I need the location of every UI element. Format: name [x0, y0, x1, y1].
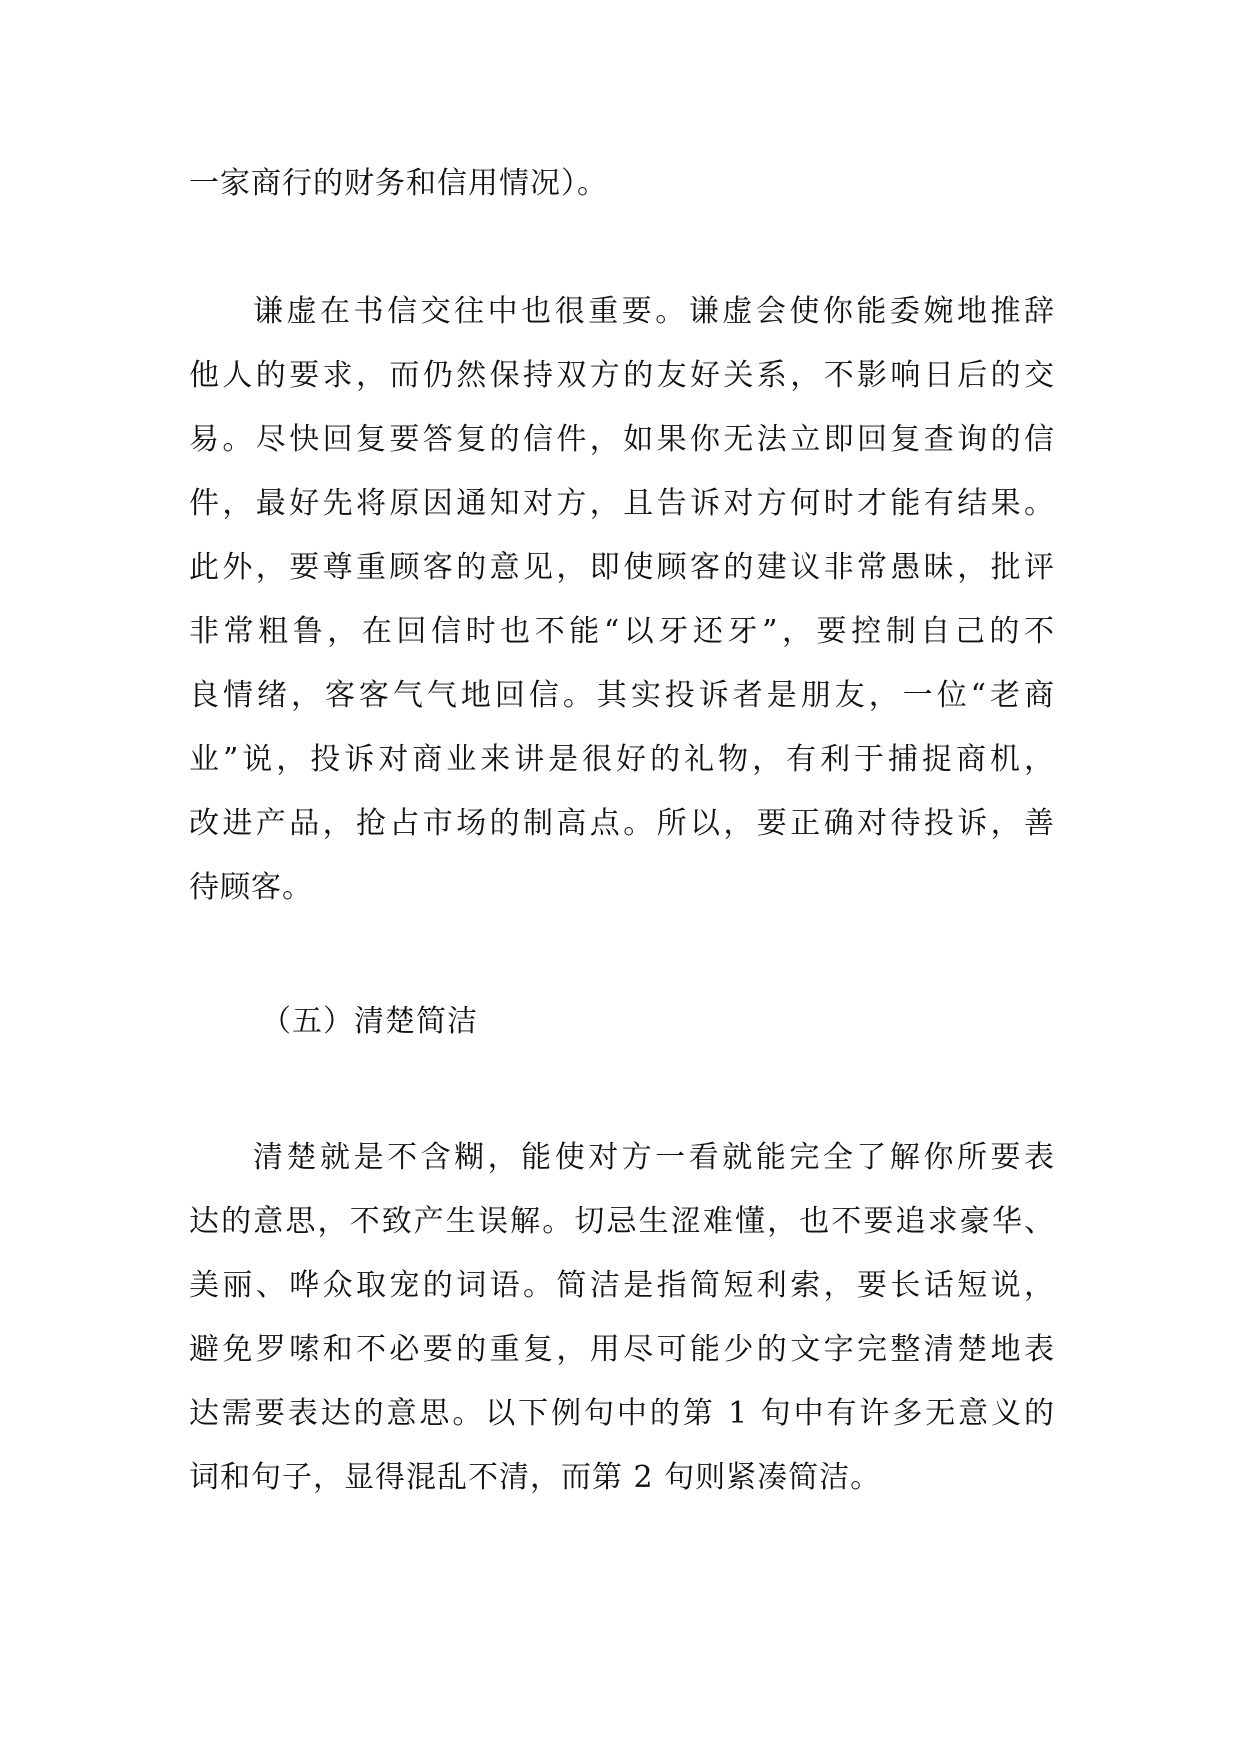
paragraph-line: 此外，要尊重顾客的意见，即使顾客的建议非常愚昧，批评 [189, 550, 1055, 585]
paragraph-clarity [189, 1126, 1055, 1510]
paragraph-line: 业”说，投诉对商业来讲是很好的礼物，有利于捕捉商机， [189, 742, 1055, 777]
paragraph-line: 良情绪，客客气气地回信。其实投诉者是朋友，一位“老商 [189, 678, 1055, 713]
paragraph-line: 改进产品，抢占市场的制高点。所以，要正确对待投诉，善 [189, 806, 1055, 841]
paragraph-line: 美丽、哗众取宠的词语。简洁是指简短利索，要长话短说， [189, 1268, 1055, 1303]
section-heading [189, 990, 1055, 1054]
paragraph-line: 易。尽快回复要答复的信件，如果你无法立即回复查询的信 [189, 422, 1055, 457]
paragraph-modesty [189, 280, 1055, 920]
paragraph-line: 非常粗鲁，在回信时也不能“以牙还牙”，要控制自己的不 [189, 614, 1055, 649]
paragraph-line: 一家商行的财务和信用情况）。 [189, 166, 608, 201]
paragraph-line: 谦虚在书信交往中也很重要。谦虚会使你能委婉地推辞 [253, 294, 1055, 329]
paragraph-line: 达的意思，不致产生误解。切忌生涩难懂，也不要追求豪华、 [189, 1204, 1055, 1239]
paragraph-line: 避免罗嗦和不必要的重复，用尽可能少的文字完整清楚地表 [189, 1332, 1055, 1367]
paragraph-continuation [189, 152, 1055, 216]
paragraph-line: 待顾客。 [189, 870, 313, 905]
paragraph-line: 他人的要求，而仍然保持双方的友好关系，不影响日后的交 [189, 358, 1055, 393]
paragraph-line: 达需要表达的意思。以下例句中的第 1 句中有许多无意义的 [189, 1396, 1055, 1431]
paragraph-line: 词和句子，显得混乱不清，而第 2 句则紧凑简洁。 [189, 1460, 882, 1495]
paragraph-line: 件，最好先将原因通知对方，且告诉对方何时才能有结果。 [189, 486, 1055, 521]
section-heading-text: （五）清楚简洁 [261, 1004, 478, 1039]
paragraph-line: 清楚就是不含糊，能使对方一看就能完全了解你所要表 [253, 1140, 1055, 1175]
